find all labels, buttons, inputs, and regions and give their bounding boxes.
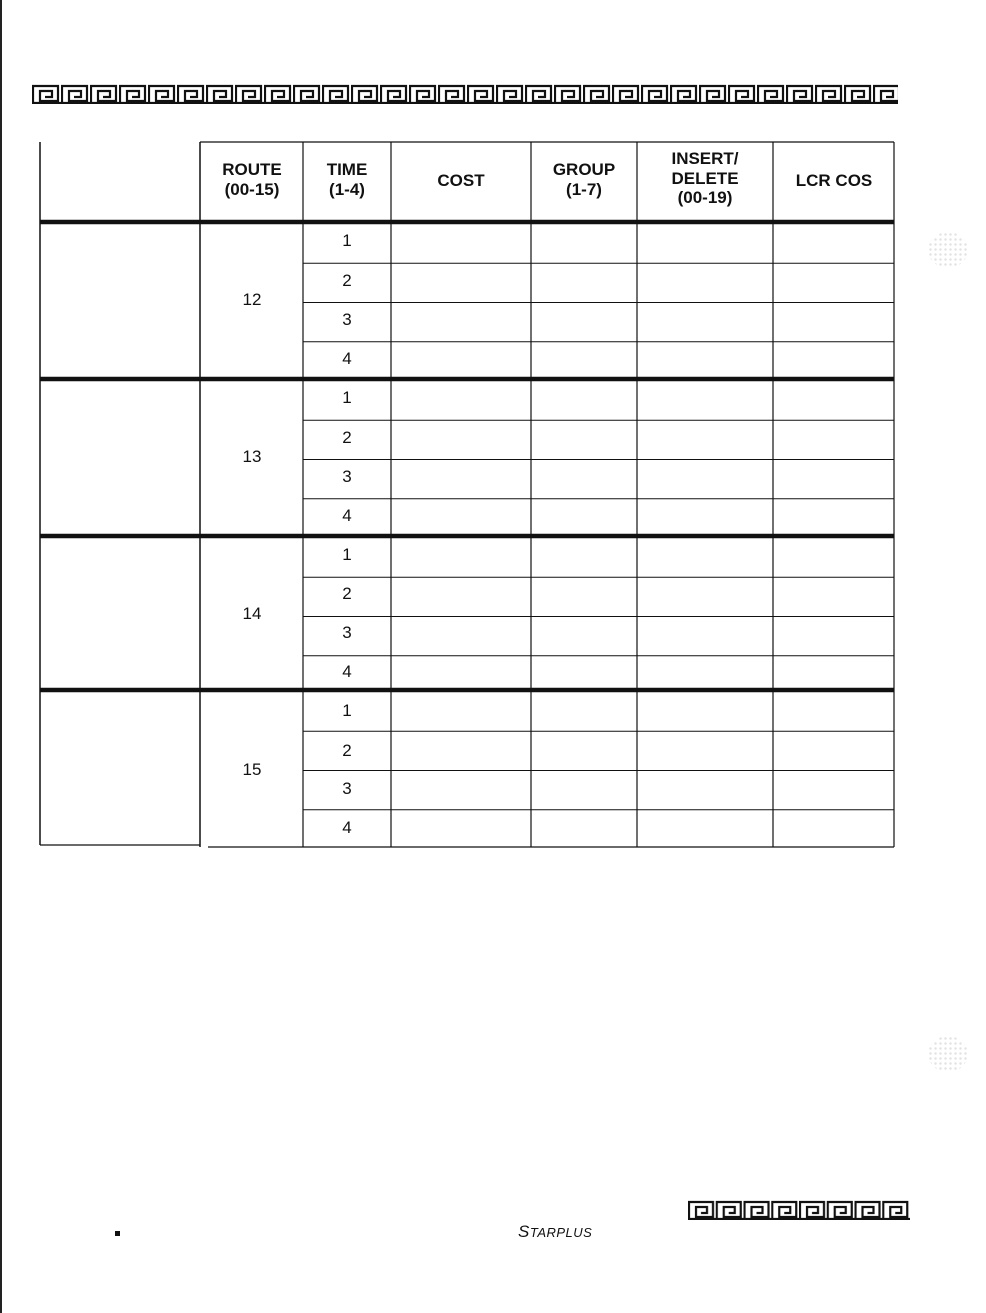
time-slot: 4 [342, 662, 352, 681]
header-cost: COST [437, 171, 485, 190]
route-number: 13 [242, 447, 262, 466]
time-slot: 1 [342, 231, 352, 250]
punch-hole-mark [928, 232, 968, 268]
time-slot: 3 [342, 623, 352, 642]
header-lcr-cos: LCR COS [795, 171, 873, 190]
route-number: 14 [242, 604, 262, 623]
route-number: 12 [242, 290, 262, 309]
time-slot: 1 [342, 701, 352, 720]
time-slot: 1 [342, 545, 352, 564]
footer-bullet [115, 1231, 120, 1236]
time-slot: 2 [342, 428, 352, 447]
time-slot: 3 [342, 467, 352, 486]
greek-key-border-footer [688, 1200, 910, 1220]
time-slot: 3 [342, 310, 352, 329]
header-insert-delete: INSERT/ DELETE (00-19) [671, 149, 739, 208]
time-slot: 3 [342, 779, 352, 798]
time-slot: 4 [342, 349, 352, 368]
header-group: GROUP (1-7) [552, 160, 616, 199]
route-number: 15 [242, 760, 262, 779]
punch-hole-mark [928, 1036, 968, 1072]
time-slot: 2 [342, 271, 352, 290]
time-slot: 1 [342, 388, 352, 407]
time-slot: 2 [342, 741, 352, 760]
footer-brand: STARPLUS [518, 1222, 593, 1241]
time-slot: 4 [342, 506, 352, 525]
time-slot: 2 [342, 584, 352, 603]
time-slot: 4 [342, 818, 352, 837]
header-route: ROUTE (00-15) [222, 160, 282, 199]
header-time: TIME (1-4) [326, 160, 368, 199]
